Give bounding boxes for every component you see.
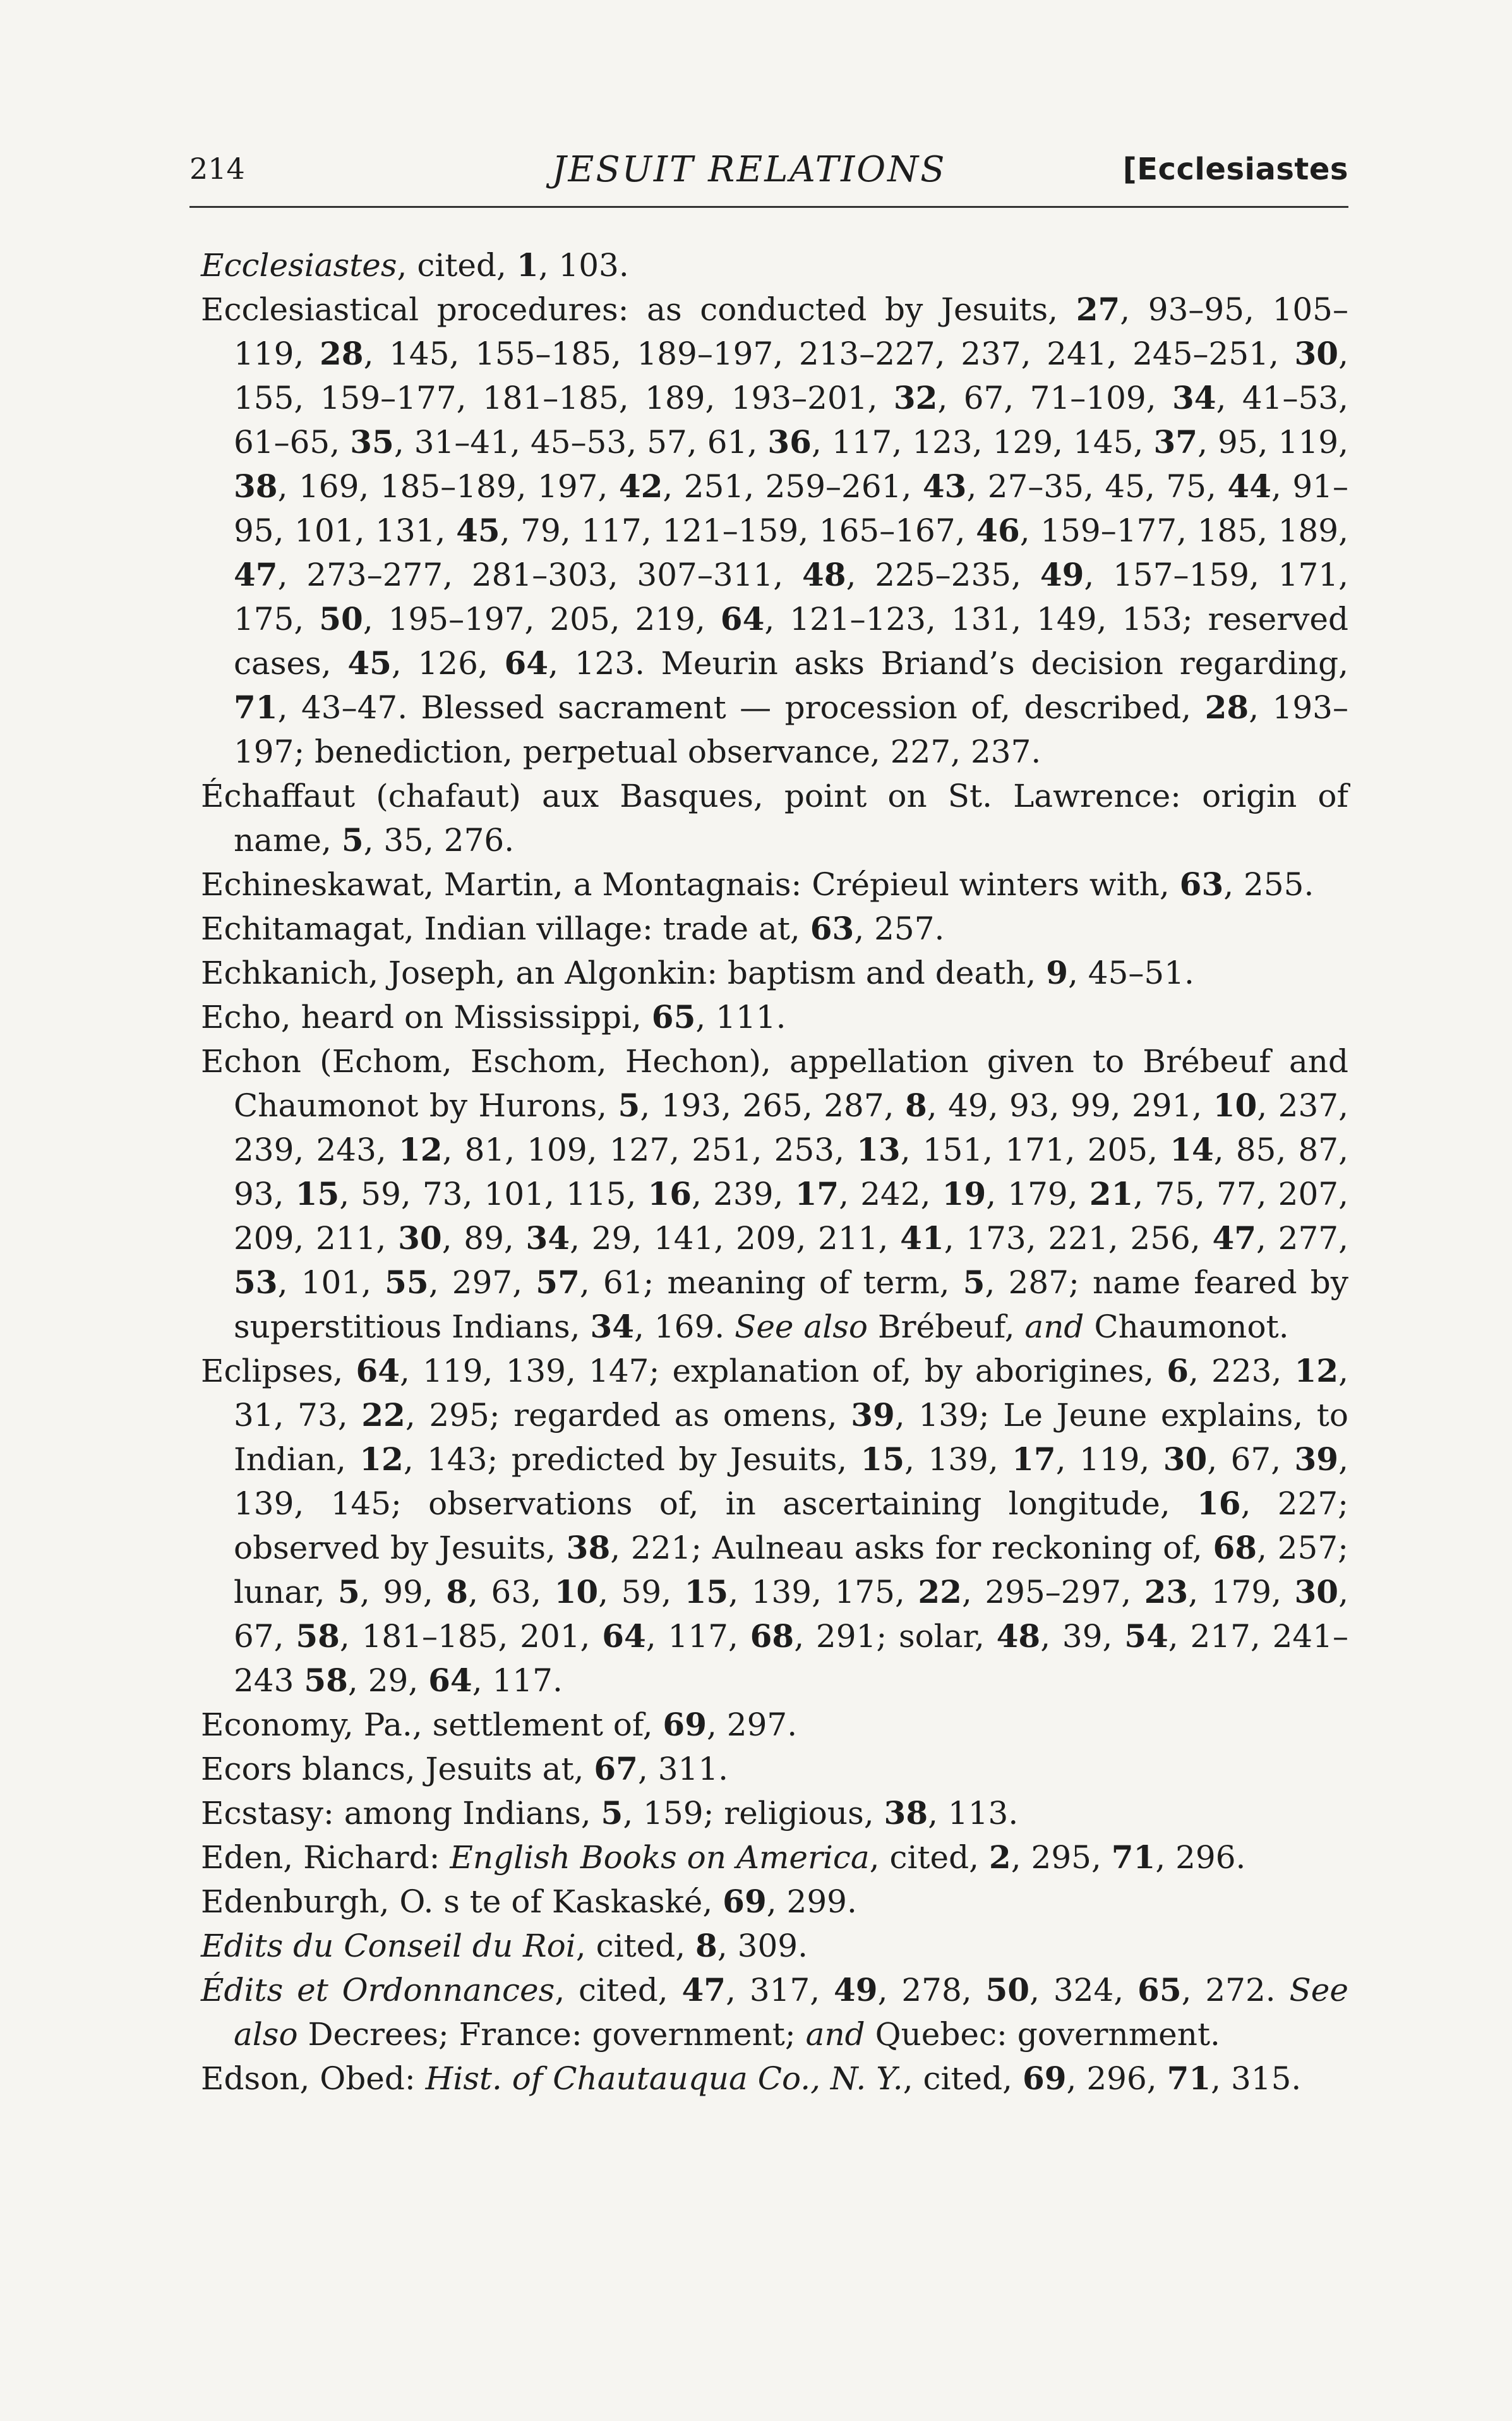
entry-text: , cited,	[555, 1972, 682, 2008]
entry-text: , 139,	[904, 1441, 1012, 1478]
entry-text: , cited,	[575, 1928, 696, 1964]
running-title: JESUIT RELATIONS	[552, 149, 947, 190]
entry-text: , 311.	[637, 1751, 729, 1787]
volume-number: 34	[590, 1308, 635, 1345]
volume-number: 5	[338, 1573, 360, 1610]
volume-number: 63	[1179, 866, 1224, 903]
entry-text: , 295,	[1011, 1839, 1112, 1876]
running-header	[189, 138, 1348, 195]
volume-number: 19	[942, 1175, 987, 1212]
volume-number: 71	[1111, 1838, 1156, 1876]
entry-text: , 103.	[538, 247, 629, 284]
entry-text: , 295; regarded as omens,	[405, 1397, 851, 1434]
index-entry	[201, 2056, 1348, 2101]
index-entry	[201, 287, 1348, 774]
italic-text: Edits du Conseil du Roi	[201, 1928, 576, 1964]
volume-number: 30	[1294, 335, 1339, 372]
entry-text: Echon (Echom, Eschom, Hechon), appellation given to Brébeuf and Chaumonot by Hurons,	[201, 1043, 1348, 1124]
volume-number: 12	[1294, 1352, 1339, 1389]
entry-text: Ecstasy: among Indians,	[201, 1795, 601, 1832]
index-entry	[201, 951, 1348, 995]
volume-number: 38	[566, 1529, 611, 1566]
entry-text: Echineskawat, Martin, a Montagnais: Crépieul winters with,	[201, 866, 1180, 903]
entry-text: , cited,	[397, 247, 517, 284]
index-entry	[201, 995, 1348, 1039]
volume-number: 64	[602, 1617, 646, 1655]
entry-text: , 151, 171, 205,	[900, 1132, 1170, 1168]
volume-number: 38	[884, 1794, 928, 1832]
volume-number: 64	[504, 644, 549, 682]
entry-text: , 169, 185–189, 197,	[277, 468, 619, 505]
entry-text: , 296.	[1155, 1839, 1246, 1876]
entry-text: , 89,	[441, 1220, 526, 1257]
volume-number: 34	[1172, 379, 1216, 416]
entry-text: , 173, 221, 256,	[944, 1220, 1213, 1257]
entry-text: , 139, 175,	[728, 1574, 918, 1610]
entry-text: , 113.	[928, 1795, 1019, 1832]
entry-text: , 101,	[277, 1264, 385, 1301]
volume-number: 17	[795, 1175, 839, 1212]
entry-text: , 35, 276.	[363, 822, 515, 859]
volume-number: 54	[1124, 1617, 1168, 1655]
volume-number: 43	[922, 468, 967, 505]
volume-number: 5	[963, 1264, 985, 1301]
volume-number: 30	[398, 1219, 442, 1257]
volume-number: 63	[810, 910, 855, 947]
entry-text: , 99,	[359, 1574, 447, 1610]
entry-text: , 67, 71–109,	[937, 380, 1172, 416]
volume-number: 58	[304, 1662, 348, 1699]
volume-number: 50	[985, 1971, 1030, 2008]
entry-text: , 75, 77, 207, 209, 211,	[234, 1176, 1348, 1257]
entry-text: , 59, 73, 101, 115,	[339, 1176, 648, 1212]
entry-text: , 49, 93, 99, 291,	[927, 1087, 1213, 1124]
entry-text: Ecors blancs, Jesuits at,	[201, 1751, 594, 1787]
volume-number: 27	[1076, 291, 1120, 328]
volume-number: 8	[904, 1087, 927, 1124]
index-entry	[201, 1968, 1348, 2056]
entry-text: , 179,	[1188, 1574, 1295, 1610]
entry-text: Economy, Pa., settlement of,	[201, 1706, 663, 1743]
entry-text: Echo, heard on Mississippi,	[201, 999, 652, 1035]
entry-text: , 145, 155–185, 189–197, 213–227, 237, 241, 245–251,	[363, 335, 1295, 372]
volume-number: 45	[456, 512, 500, 549]
volume-number: 15	[860, 1440, 905, 1478]
volume-number: 49	[1040, 556, 1084, 593]
page-number: 214	[189, 152, 245, 186]
entry-text: , 255.	[1223, 866, 1314, 903]
volume-number: 8	[446, 1573, 469, 1610]
entry-text: , 45–51.	[1068, 955, 1194, 991]
volume-number: 71	[1167, 2060, 1211, 2097]
entry-text: , 179,	[986, 1176, 1089, 1212]
entry-text: , 39,	[1040, 1618, 1125, 1655]
volume-number: 65	[1137, 1971, 1182, 2008]
entry-text: , 91–95, 101, 131,	[234, 468, 1349, 549]
entry-text: , cited,	[869, 1839, 989, 1876]
entry-text: Edenburgh, O. s te of Kaskaské,	[201, 1883, 723, 1920]
volume-number: 32	[893, 379, 938, 416]
index-entries	[201, 243, 1348, 2101]
volume-number: 30	[1163, 1440, 1208, 1478]
italic-text: Édits et Ordonnances	[201, 1972, 555, 2008]
entry-text: , 297,	[428, 1264, 536, 1301]
entry-text: , 67,	[1207, 1441, 1295, 1478]
volume-number: 47	[234, 556, 278, 593]
entry-text: Échaffaut (chafaut) aux Basques, point on St. Lawrence: origin of name,	[201, 778, 1348, 859]
volume-number: 64	[356, 1352, 400, 1389]
volume-number: 17	[1012, 1440, 1056, 1478]
section-catchword: [Ecclesiastes	[1122, 152, 1348, 187]
entry-text: , 31, 73,	[234, 1353, 1349, 1434]
entry-text: , 295–297,	[961, 1574, 1144, 1610]
index-entry	[201, 1703, 1348, 1747]
entry-text: , 217, 241–243	[234, 1618, 1349, 1699]
volume-number: 12	[359, 1440, 404, 1478]
entry-text: , 239,	[692, 1176, 795, 1212]
header-rule	[189, 206, 1348, 208]
volume-number: 69	[1022, 2060, 1067, 2097]
entry-text: , 251, 259–261,	[663, 468, 923, 505]
italic-text: and	[805, 2016, 865, 2053]
volume-number: 55	[385, 1264, 429, 1301]
volume-number: 14	[1170, 1131, 1214, 1168]
volume-number: 47	[681, 1971, 726, 2008]
entry-text: , 297.	[707, 1706, 798, 1743]
volume-number: 65	[651, 998, 696, 1035]
italic-text: and	[1024, 1308, 1084, 1345]
entry-text: , 278,	[877, 1972, 986, 2008]
entry-text: , 79, 117, 121–159, 165–167,	[500, 512, 976, 549]
entry-text: Echkanich, Joseph, an Algonkin: baptism and death,	[201, 955, 1047, 991]
index-entry	[201, 1747, 1348, 1791]
entry-text: , 317,	[726, 1972, 834, 2008]
index-entry	[201, 907, 1348, 951]
entry-text: , 193, 265, 287,	[640, 1087, 905, 1124]
entry-text: , 29,	[347, 1662, 429, 1699]
entry-text: , 159–177, 185, 189,	[1019, 512, 1349, 549]
volume-number: 39	[851, 1396, 895, 1434]
volume-number: 13	[856, 1131, 901, 1168]
entry-text: , 277,	[1256, 1220, 1348, 1257]
entry-text: , 121–123, 131, 149, 153; reserved cases,	[234, 601, 1349, 682]
volume-number: 6	[1167, 1352, 1189, 1389]
entry-text: Decrees; France: government;	[297, 2016, 806, 2053]
volume-number: 28	[1204, 689, 1249, 726]
entry-text: , 119, 139, 147; explanation of, by aborigines,	[400, 1353, 1167, 1389]
volume-number: 44	[1227, 468, 1272, 505]
volume-number: 41	[900, 1219, 944, 1257]
entry-text: , 181–185, 201,	[339, 1618, 603, 1655]
index-entry	[201, 1880, 1348, 1924]
volume-number: 22	[918, 1573, 962, 1610]
entry-text: , 117.	[472, 1662, 563, 1699]
italic-text: English Books on America	[450, 1839, 870, 1876]
volume-number: 48	[996, 1617, 1041, 1655]
entry-text: , 81, 109, 127, 251, 253,	[442, 1132, 857, 1168]
entry-text: , 242,	[839, 1176, 942, 1212]
italic-text: See also	[735, 1308, 868, 1345]
entry-text: , 43–47. Blessed sacrament — procession of, described,	[277, 689, 1205, 726]
italic-text: Ecclesiastes	[201, 247, 397, 284]
entry-text: , 273–277, 281–303, 307–311,	[277, 557, 802, 593]
volume-number: 47	[1212, 1219, 1257, 1257]
entry-text: , 27–35, 45, 75,	[966, 468, 1228, 505]
entry-text: , 67,	[234, 1574, 1349, 1655]
entry-text: , 123. Meurin asks Briand’s decision regarding,	[548, 645, 1348, 682]
entry-text: , 225–235,	[846, 557, 1040, 593]
entry-text: , 309.	[717, 1928, 808, 1964]
index-entry	[201, 1924, 1348, 1968]
volume-number: 34	[525, 1219, 570, 1257]
volume-number: 22	[361, 1396, 405, 1434]
entry-text: , 59,	[598, 1574, 685, 1610]
volume-number: 38	[234, 468, 278, 505]
volume-number: 5	[341, 821, 364, 859]
volume-number: 48	[801, 556, 846, 593]
index-entry	[201, 1835, 1348, 1880]
index-entry	[201, 1039, 1348, 1349]
entry-text: , cited,	[903, 2060, 1023, 2097]
entry-text: Quebec: government.	[865, 2016, 1220, 2053]
entry-text: , 193–197; benediction, perpetual observance, 227, 237.	[234, 689, 1348, 770]
entry-text: , 63,	[468, 1574, 555, 1610]
volume-number: 46	[976, 512, 1020, 549]
volume-number: 36	[767, 423, 812, 461]
index-entry	[201, 243, 1348, 287]
entry-text: , 85, 87, 93,	[234, 1132, 1348, 1212]
volume-number: 71	[234, 689, 278, 726]
volume-number: 23	[1144, 1573, 1189, 1610]
entry-text: , 95, 119,	[1197, 424, 1348, 461]
volume-number: 15	[295, 1175, 340, 1212]
entry-text: , 315.	[1211, 2060, 1302, 2097]
entry-text: , 29, 141, 209, 211,	[570, 1220, 901, 1257]
entry-text: , 299.	[766, 1883, 857, 1920]
entry-text: , 31–41, 45–53, 57, 61,	[393, 424, 768, 461]
entry-text: , 257; lunar,	[234, 1530, 1349, 1610]
volume-number: 68	[750, 1617, 795, 1655]
entry-text: , 117, 123, 129, 145,	[811, 424, 1154, 461]
volume-number: 9	[1046, 954, 1069, 991]
entry-text: , 155, 159–177, 181–185, 189, 193–201,	[234, 335, 1349, 416]
volume-number: 10	[1213, 1087, 1257, 1124]
volume-number: 53	[234, 1264, 278, 1301]
entry-text: , 157–159, 171, 175,	[234, 557, 1348, 637]
entry-text: , 119,	[1055, 1441, 1163, 1478]
entry-text: , 117,	[645, 1618, 750, 1655]
volume-number: 28	[319, 335, 364, 372]
italic-text: See also	[234, 1972, 1348, 2053]
entry-text: Eden, Richard:	[201, 1839, 450, 1876]
entry-text: , 291; solar,	[794, 1618, 997, 1655]
entry-text: Chaumonot.	[1084, 1308, 1289, 1345]
entry-text: , 227; observed by Jesuits,	[234, 1485, 1348, 1566]
index-entry	[201, 1349, 1348, 1703]
entry-text: , 324,	[1029, 1972, 1138, 2008]
volume-number: 5	[601, 1794, 623, 1832]
entry-text: , 126,	[391, 645, 505, 682]
italic-text: Hist. of Chautauqua Co., N. Y.	[425, 2060, 903, 2097]
entry-text: Eclipses,	[201, 1353, 356, 1389]
volume-number: 64	[720, 600, 765, 637]
entry-text: Edson, Obed:	[201, 2060, 426, 2097]
entry-text: , 93–95, 105–119,	[234, 291, 1348, 372]
entry-text: , 143; predicted by Jesuits,	[403, 1441, 861, 1478]
volume-number: 50	[319, 600, 363, 637]
volume-number: 64	[428, 1662, 472, 1699]
index-entry	[201, 862, 1348, 907]
entry-text: Brébeuf,	[867, 1308, 1025, 1345]
entry-text: , 169.	[634, 1308, 735, 1345]
entry-text: , 296,	[1066, 2060, 1167, 2097]
volume-number: 30	[1294, 1573, 1339, 1610]
entry-text: , 287; name feared by superstitious Indians,	[234, 1264, 1349, 1345]
index-entry	[201, 774, 1348, 862]
entry-text: , 223,	[1188, 1353, 1295, 1389]
volume-number: 1	[516, 246, 539, 284]
volume-number: 57	[536, 1264, 580, 1301]
volume-number: 8	[695, 1927, 717, 1964]
volume-number: 12	[398, 1131, 443, 1168]
volume-number: 35	[350, 423, 394, 461]
index-entry	[201, 1791, 1348, 1835]
entry-text: , 195–197, 205, 219,	[363, 601, 721, 637]
volume-number: 16	[647, 1175, 692, 1212]
entry-text: , 221; Aulneau asks for reckoning of,	[610, 1530, 1213, 1566]
entry-text: , 139, 145; observations of, in ascertaining longitude,	[234, 1441, 1348, 1522]
entry-text: , 237, 239, 243,	[234, 1087, 1348, 1168]
entry-text: , 111.	[695, 999, 786, 1035]
volume-number: 37	[1153, 423, 1198, 461]
entry-text: , 139; Le Jeune explains, to Indian,	[234, 1397, 1348, 1478]
volume-number: 58	[296, 1617, 340, 1655]
entry-text: Echitamagat, Indian village: trade at,	[201, 910, 810, 947]
volume-number: 69	[723, 1883, 767, 1920]
volume-number: 15	[684, 1573, 729, 1610]
entry-text: , 41–53, 61–65,	[234, 380, 1348, 461]
volume-number: 42	[618, 468, 663, 505]
volume-number: 10	[554, 1573, 599, 1610]
volume-number: 21	[1089, 1175, 1134, 1212]
volume-number: 2	[988, 1838, 1011, 1876]
entry-text: , 61; meaning of term,	[579, 1264, 963, 1301]
entry-text: , 272.	[1181, 1972, 1290, 2008]
entry-text: , 257.	[854, 910, 945, 947]
volume-number: 67	[594, 1750, 638, 1787]
entry-text: , 159; religious,	[623, 1795, 884, 1832]
volume-number: 45	[347, 644, 392, 682]
entry-text: Ecclesiastical procedures: as conducted by Jesuits,	[201, 291, 1076, 328]
volume-number: 39	[1294, 1440, 1339, 1478]
volume-number: 68	[1213, 1529, 1257, 1566]
volume-number: 49	[834, 1971, 878, 2008]
volume-number: 16	[1196, 1485, 1241, 1522]
volume-number: 5	[618, 1087, 640, 1124]
volume-number: 69	[663, 1706, 707, 1743]
